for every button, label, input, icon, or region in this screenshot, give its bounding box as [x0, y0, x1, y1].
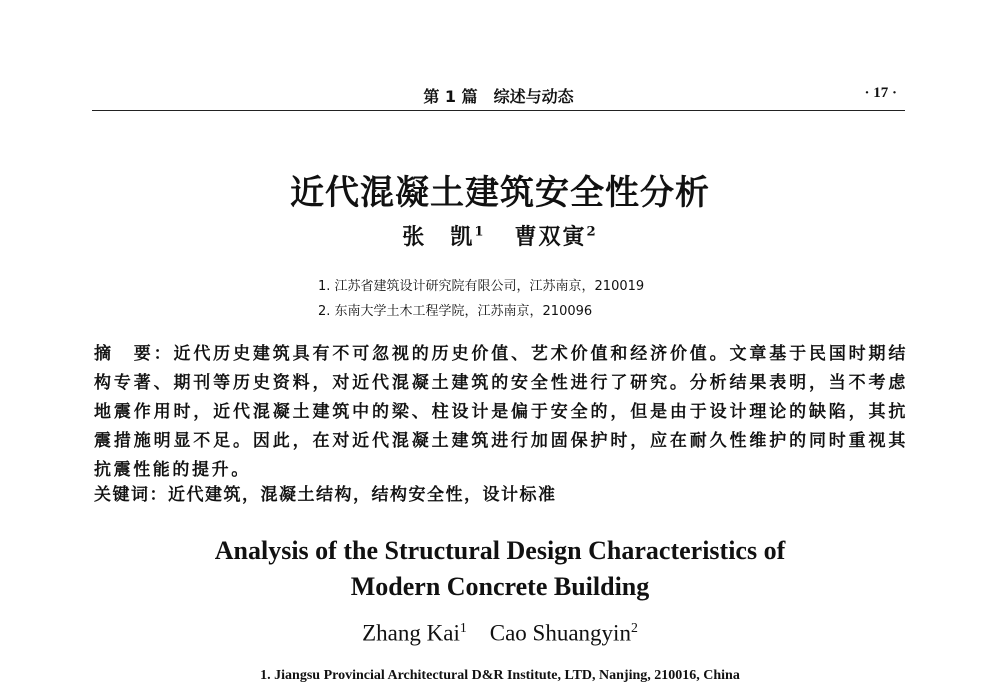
authors-cn [0, 220, 1000, 251]
abstract [94, 340, 908, 485]
affiliation-cn: 1. 江苏省建筑设计研究院有限公司，江苏南京，210019 [318, 279, 645, 294]
author-sup: 1 [474, 224, 486, 240]
affiliation-en: 1. Jiangsu Provincial Architectural D&R Institute, LTD, Nanjing, 210016, China [260, 668, 740, 683]
paper-title-cn: 近代混凝土建筑安全性分析 [290, 173, 710, 213]
running-header [92, 80, 905, 111]
author-name: Zhang Kai [362, 620, 460, 646]
keywords [94, 480, 557, 505]
paper-title-en-line1: Analysis of the Structural Design Characteristics of [214, 536, 786, 565]
abstract-text: 近代历史建筑具有不可忽视的历史价值、艺术价值和经济价值。文章基于民国时期结构专著、期刊等历史资料，对近代混凝土建筑的安全性进行了研究。分析结果表明，当不考虑地震作用时，近代混凝土建筑中的梁、柱设计是偏于安全的，但是由于设计理论的缺陷，其抗震措施明显不足。因此，在对近代混凝土建筑进行加固保护时，应在耐久性维护的同时重视其抗震性能的提升。 [94, 344, 909, 480]
page-number: · 17 · [864, 85, 897, 101]
abstract-label: 摘 要： [94, 344, 174, 364]
author-name: 张 凯 [402, 224, 475, 250]
authors-en [0, 620, 1000, 647]
paper-title-en-line2: Modern Concrete Building [350, 572, 650, 601]
author-name: 曹双寅 [514, 224, 587, 250]
section-title: 第 1 篇 综述与动态 [423, 87, 574, 106]
affiliation-cn: 2. 东南大学土木工程学院，江苏南京，210096 [318, 304, 593, 319]
author-sup: 2 [630, 620, 638, 635]
keywords-text: 近代建筑，混凝土结构，结构安全性，设计标准 [168, 485, 557, 505]
author-sup: 2 [586, 224, 598, 240]
author-sup: 1 [459, 620, 467, 635]
keywords-label: 关键词： [94, 485, 168, 505]
author-name: Cao Shuangyin [489, 620, 631, 646]
